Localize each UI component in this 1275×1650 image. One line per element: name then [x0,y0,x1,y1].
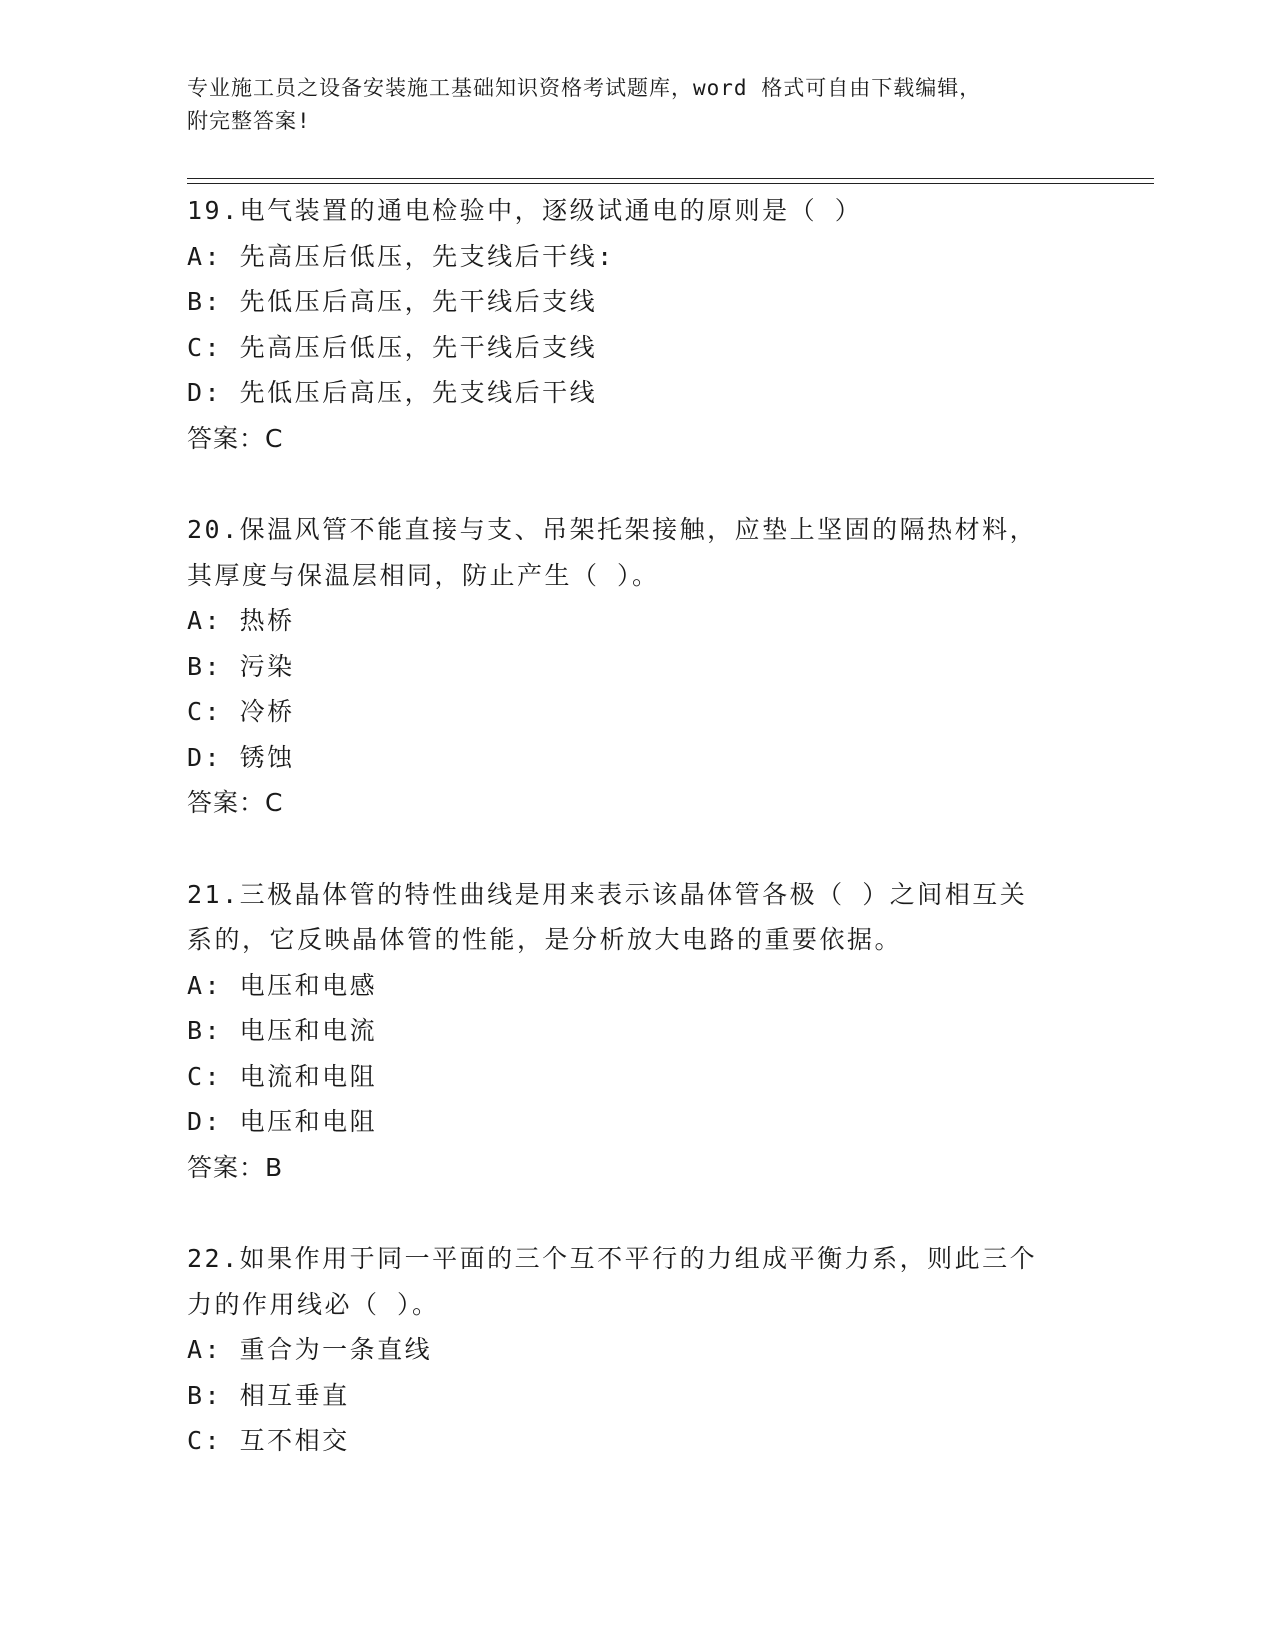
question-stem: 21.三极晶体管的特性曲线是用来表示该晶体管各极（ ）之间相互关 [187,879,1028,909]
answer-option: D: 先低压后高压，先支线后干线 [187,378,598,407]
answer-key: 答案：B [187,1152,284,1182]
question-block [187,872,1067,1191]
header-divider-bottom [187,183,1154,184]
header-line-1: 专业施工员之设备安装施工基础知识资格考试题库，word 格式可自由下载编辑， [187,76,982,100]
answer-option: B: 污染 [187,651,295,681]
answer-key: 答案：C [187,423,284,453]
question-block [187,1236,1067,1464]
question-stem: 22.如果作用于同一平面的三个互不平行的力组成平衡力系，则此三个 [187,1244,1038,1273]
answer-option: C: 电流和电阻 [187,1061,378,1091]
question-list [187,188,1067,1510]
answer-option: B: 先低压后高压，先干线后支线 [187,287,598,316]
answer-option: A: 热桥 [187,606,295,635]
answer-option: C: 先高压后低压，先干线后支线 [187,332,598,362]
answer-option: A: 先高压后低压，先支线后干线: [187,241,615,271]
document-header [187,72,1087,138]
answer-option: C: 互不相交 [187,1426,350,1455]
question-block [187,188,1067,461]
answer-key: 答案：C [187,788,284,817]
question-stem: 19.电气装置的通电检验中，逐级试通电的原则是（ ） [187,196,863,225]
answer-option: D: 电压和电阻 [187,1107,378,1136]
question-stem: 系的，它反映晶体管的性能，是分析放大电路的重要依据。 [187,925,903,954]
answer-option: D: 锈蚀 [187,742,295,772]
header-line-2: 附完整答案! [187,109,311,133]
answer-option: A: 重合为一条直线 [187,1335,433,1364]
question-stem: 20.保温风管不能直接与支、吊架托架接触，应垫上坚固的隔热材料， [187,515,1038,544]
answer-option: C: 冷桥 [187,697,295,726]
question-stem: 力的作用线必（ ）。 [187,1289,440,1319]
question-stem: 其厚度与保温层相同，防止产生（ ）。 [187,560,660,590]
header-divider-top [187,178,1154,179]
answer-option: B: 电压和电流 [187,1016,378,1045]
answer-option: B: 相互垂直 [187,1380,350,1410]
question-block [187,507,1067,826]
answer-option: A: 电压和电感 [187,970,378,1000]
